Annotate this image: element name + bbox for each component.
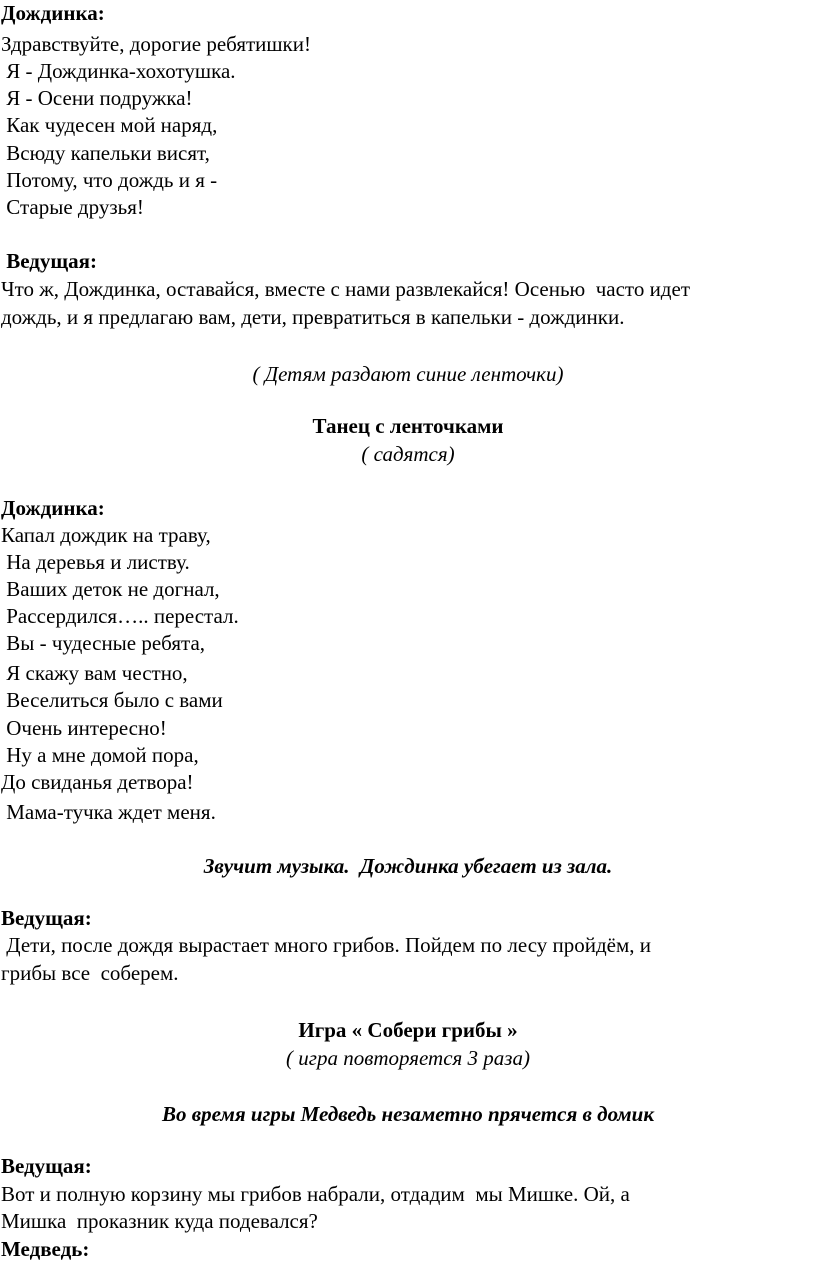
verse-line: Очень интересно!: [1, 716, 167, 740]
verse-line: На деревья и листву.: [1, 550, 190, 574]
speaker-label: Ведущая:: [1, 1154, 92, 1178]
verse-line: Веселиться было с вами: [1, 688, 223, 712]
verse-line: Всюду капельки висят,: [1, 141, 210, 165]
verse-line: Ваших деток не догнал,: [1, 577, 220, 601]
verse-line: Рассердился….. перестал.: [1, 604, 239, 628]
verse-line: Капал дождик на траву,: [1, 523, 211, 547]
paragraph-line: Вот и полную корзину мы грибов набрали, отдадим мы Мишке. Ой, а: [1, 1182, 630, 1206]
verse-line: Вы - чудесные ребята,: [1, 631, 206, 655]
verse-line: Я скажу вам честно,: [1, 661, 188, 685]
verse-line: До свиданья детвора!: [1, 770, 194, 794]
stage-direction: Во время игры Медведь незаметно прячется в домик: [162, 1102, 654, 1126]
verse-line: Мама-тучка ждет меня.: [1, 800, 216, 824]
stage-direction: ( садятся): [361, 442, 455, 466]
paragraph-line: Мишка проказник куда подевался?: [1, 1209, 318, 1233]
stage-direction: ( игра повторяется 3 раза): [286, 1046, 530, 1070]
paragraph-line: дождь, и я предлагаю вам, дети, превратиться в капельки - дождинки.: [1, 305, 625, 329]
verse-line: Ну а мне домой пора,: [1, 743, 199, 767]
verse-line: Я - Осени подружка!: [1, 86, 193, 110]
stage-direction: Звучит музыка. Дождинка убегает из зала.: [203, 854, 613, 878]
verse-line: Как чудесен мой наряд,: [1, 113, 218, 137]
paragraph-line: Дети, после дождя вырастает много грибов. Пойдем по лесу пройдём, и: [1, 933, 652, 957]
speaker-label: Медведь:: [1, 1237, 90, 1261]
speaker-label: Ведущая:: [1, 249, 98, 273]
verse-line: Старые друзья!: [1, 195, 144, 219]
speaker-label: Ведущая:: [1, 906, 92, 930]
verse-line: Здравствуйте, дорогие ребятишки!: [1, 32, 311, 56]
speaker-label: Дождинка:: [1, 496, 105, 520]
verse-line: Я - Дождинка-хохотушка.: [1, 59, 236, 83]
paragraph-line: грибы все соберем.: [1, 961, 179, 985]
verse-line: Потому, что дождь и я -: [1, 168, 218, 192]
speaker-label: Дождинка:: [1, 1, 105, 25]
stage-direction: ( Детям раздают синие ленточки): [252, 362, 564, 386]
paragraph-line: Что ж, Дождинка, оставайся, вместе с нами развлекайся! Осенью часто идет: [1, 277, 690, 301]
section-title: Танец с ленточками: [312, 414, 504, 438]
section-title: Игра « Собери грибы »: [298, 1018, 518, 1042]
